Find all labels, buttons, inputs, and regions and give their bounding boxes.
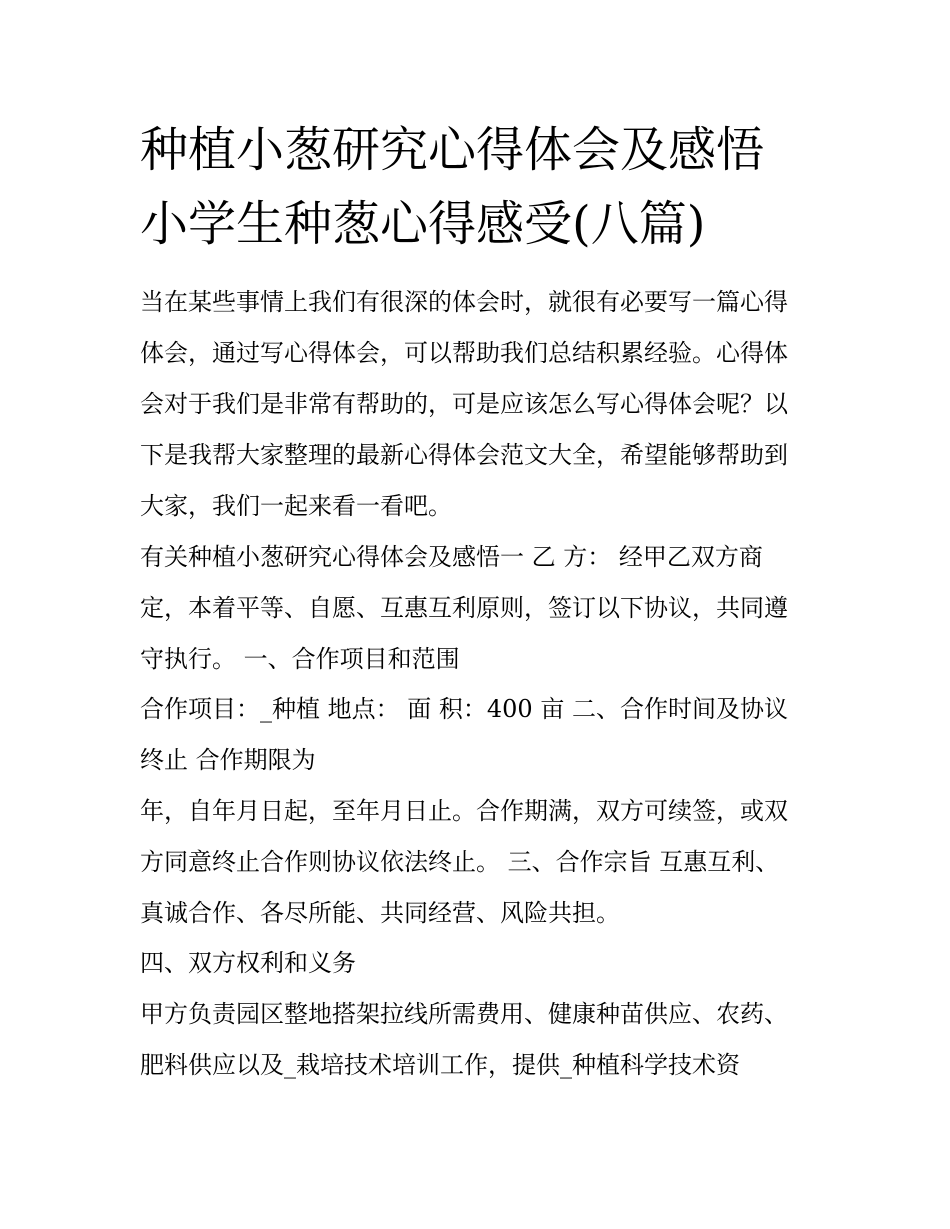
document-title-line-2: 小学生种葱心得感受(八篇): [140, 196, 706, 252]
body-line-1: 当在某些事情上我们有很深的体会时，就很有必要写一篇心得: [140, 288, 788, 316]
body-line-3: 会对于我们是非常有帮助的，可是应该怎么写心得体会呢？以: [140, 390, 788, 418]
body-line-4: 下是我帮大家整理的最新心得体会范文大全，希望能够帮助到: [140, 441, 788, 469]
body-line-11: 年，自年月日起，至年月日止。合作期满，双方可续签，或双: [140, 797, 788, 825]
body-line-14: 四、双方权利和义务: [140, 949, 356, 977]
body-line-12: 方同意终止合作则协议依法终止。 三、合作宗旨 互惠互利、: [140, 848, 780, 876]
body-line-2: 体会，通过写心得体会，可以帮助我们总结积累经验。心得体: [140, 339, 788, 367]
body-line-6: 有关种植小葱研究心得体会及感悟一 乙 方： 经甲乙双方商: [140, 543, 763, 571]
body-line-16: 肥料供应以及_栽培技术培训工作，提供_种植科学技术资: [140, 1051, 740, 1079]
document-title-line-1: 种植小葱研究心得体会及感悟: [140, 122, 765, 178]
body-line-15: 甲方负责园区整地搭架拉线所需费用、健康种苗供应、农药、: [140, 1000, 788, 1028]
body-line-5: 大家，我们一起来看一看吧。: [140, 492, 452, 520]
body-line-7: 定，本着平等、自愿、互惠互利原则，签订以下协议，共同遵: [140, 594, 788, 622]
body-line-10: 终止 合作期限为: [140, 746, 316, 774]
body-line-9: 合作项目：_种植 地点： 面 积：400 亩 二、合作时间及协议: [140, 695, 788, 723]
body-line-8: 守执行。 一、合作项目和范围: [140, 645, 460, 673]
body-line-13: 真诚合作、各尽所能、共同经营、风险共担。: [140, 899, 620, 927]
